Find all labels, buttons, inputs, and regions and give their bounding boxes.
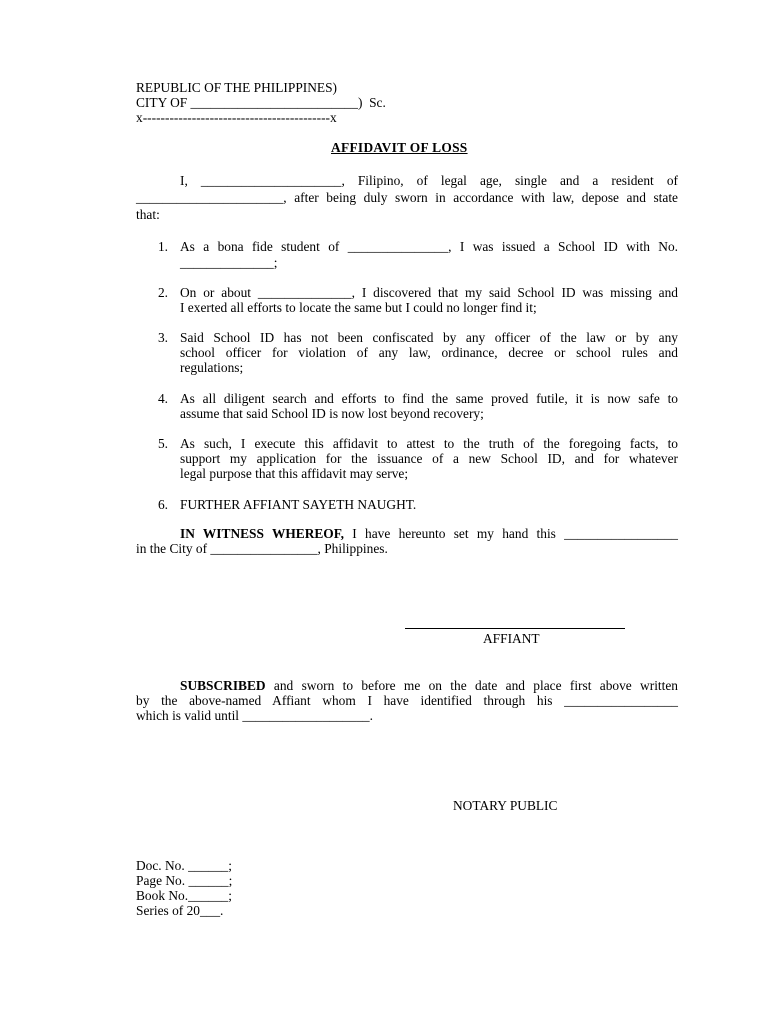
intro-line-3: that: xyxy=(136,207,160,222)
witness-line-2: in the City of ________________, Philippines. xyxy=(136,541,388,556)
item-3-line: school officer for violation of any law, ordinance, decree or school rules and xyxy=(180,345,678,360)
item-4-line: assume that said School ID is now lost beyond recovery; xyxy=(180,406,484,421)
witness-line-1: IN WITNESS WHEREOF, I have hereunto set my hand this _________________ xyxy=(180,526,678,541)
subscribed-line-1: SUBSCRIBED and sworn to before me on the date and place first above written xyxy=(180,678,678,693)
item-2-line: I exerted all efforts to locate the same but I could no longer find it; xyxy=(180,300,537,315)
subscribed-line-3: which is valid until ___________________. xyxy=(136,708,373,723)
affiant-label: AFFIANT xyxy=(483,631,540,646)
item-1-line: As a bona fide student of _______________, I was issued a School ID with No. xyxy=(180,239,678,254)
item-number: 3. xyxy=(157,330,168,345)
subscribed-line-2: by the above-named Affiant whom I have identified through his _________________ xyxy=(136,693,678,708)
item-number: 5. xyxy=(157,436,168,451)
item-5-line: As such, I execute this affidavit to attest to the truth of the foregoing facts, to xyxy=(180,436,678,451)
intro-line-1: I, _____________________, Filipino, of legal age, single and a resident of xyxy=(180,173,678,188)
affiant-signature-line xyxy=(405,628,625,629)
item-5-line: support my application for the issuance of a new School ID, and for whatever xyxy=(180,451,678,466)
series-number: Series of 20___. xyxy=(136,903,224,918)
notary-label: NOTARY PUBLIC xyxy=(453,798,558,813)
item-4-line: As all diligent search and efforts to find the same proved futile, it is now safe to xyxy=(180,391,678,406)
doc-number: Doc. No. ______; xyxy=(136,858,232,873)
witness-bold: IN WITNESS WHEREOF, xyxy=(180,526,345,541)
item-3-line: Said School ID has not been confiscated by any officer of the law or by any xyxy=(180,330,678,345)
intro-line-2: ______________________, after being duly sworn in accordance with law, depose and state xyxy=(136,190,678,205)
item-2-line: On or about ______________, I discovered that my said School ID was missing and xyxy=(180,285,678,300)
item-6-line: FURTHER AFFIANT SAYETH NAUGHT. xyxy=(180,497,417,512)
item-number: 6. xyxy=(157,497,168,512)
item-number: 1. xyxy=(157,239,168,254)
item-number: 2. xyxy=(157,285,168,300)
item-number: 4. xyxy=(157,391,168,406)
item-1-line: ______________; xyxy=(180,255,278,270)
page-number: Page No. ______; xyxy=(136,873,233,888)
item-3-line: regulations; xyxy=(180,360,244,375)
header-city: CITY OF _________________________) Sc. xyxy=(136,95,386,110)
header-republic: REPUBLIC OF THE PHILIPPINES) xyxy=(136,80,338,95)
subscribed-bold: SUBSCRIBED xyxy=(180,678,266,693)
header-separator: x------------------------------------------x xyxy=(136,110,337,125)
item-5-line: legal purpose that this affidavit may serve; xyxy=(180,466,409,481)
book-number: Book No.______; xyxy=(136,888,232,903)
document-title: AFFIDAVIT OF LOSS xyxy=(331,140,468,155)
